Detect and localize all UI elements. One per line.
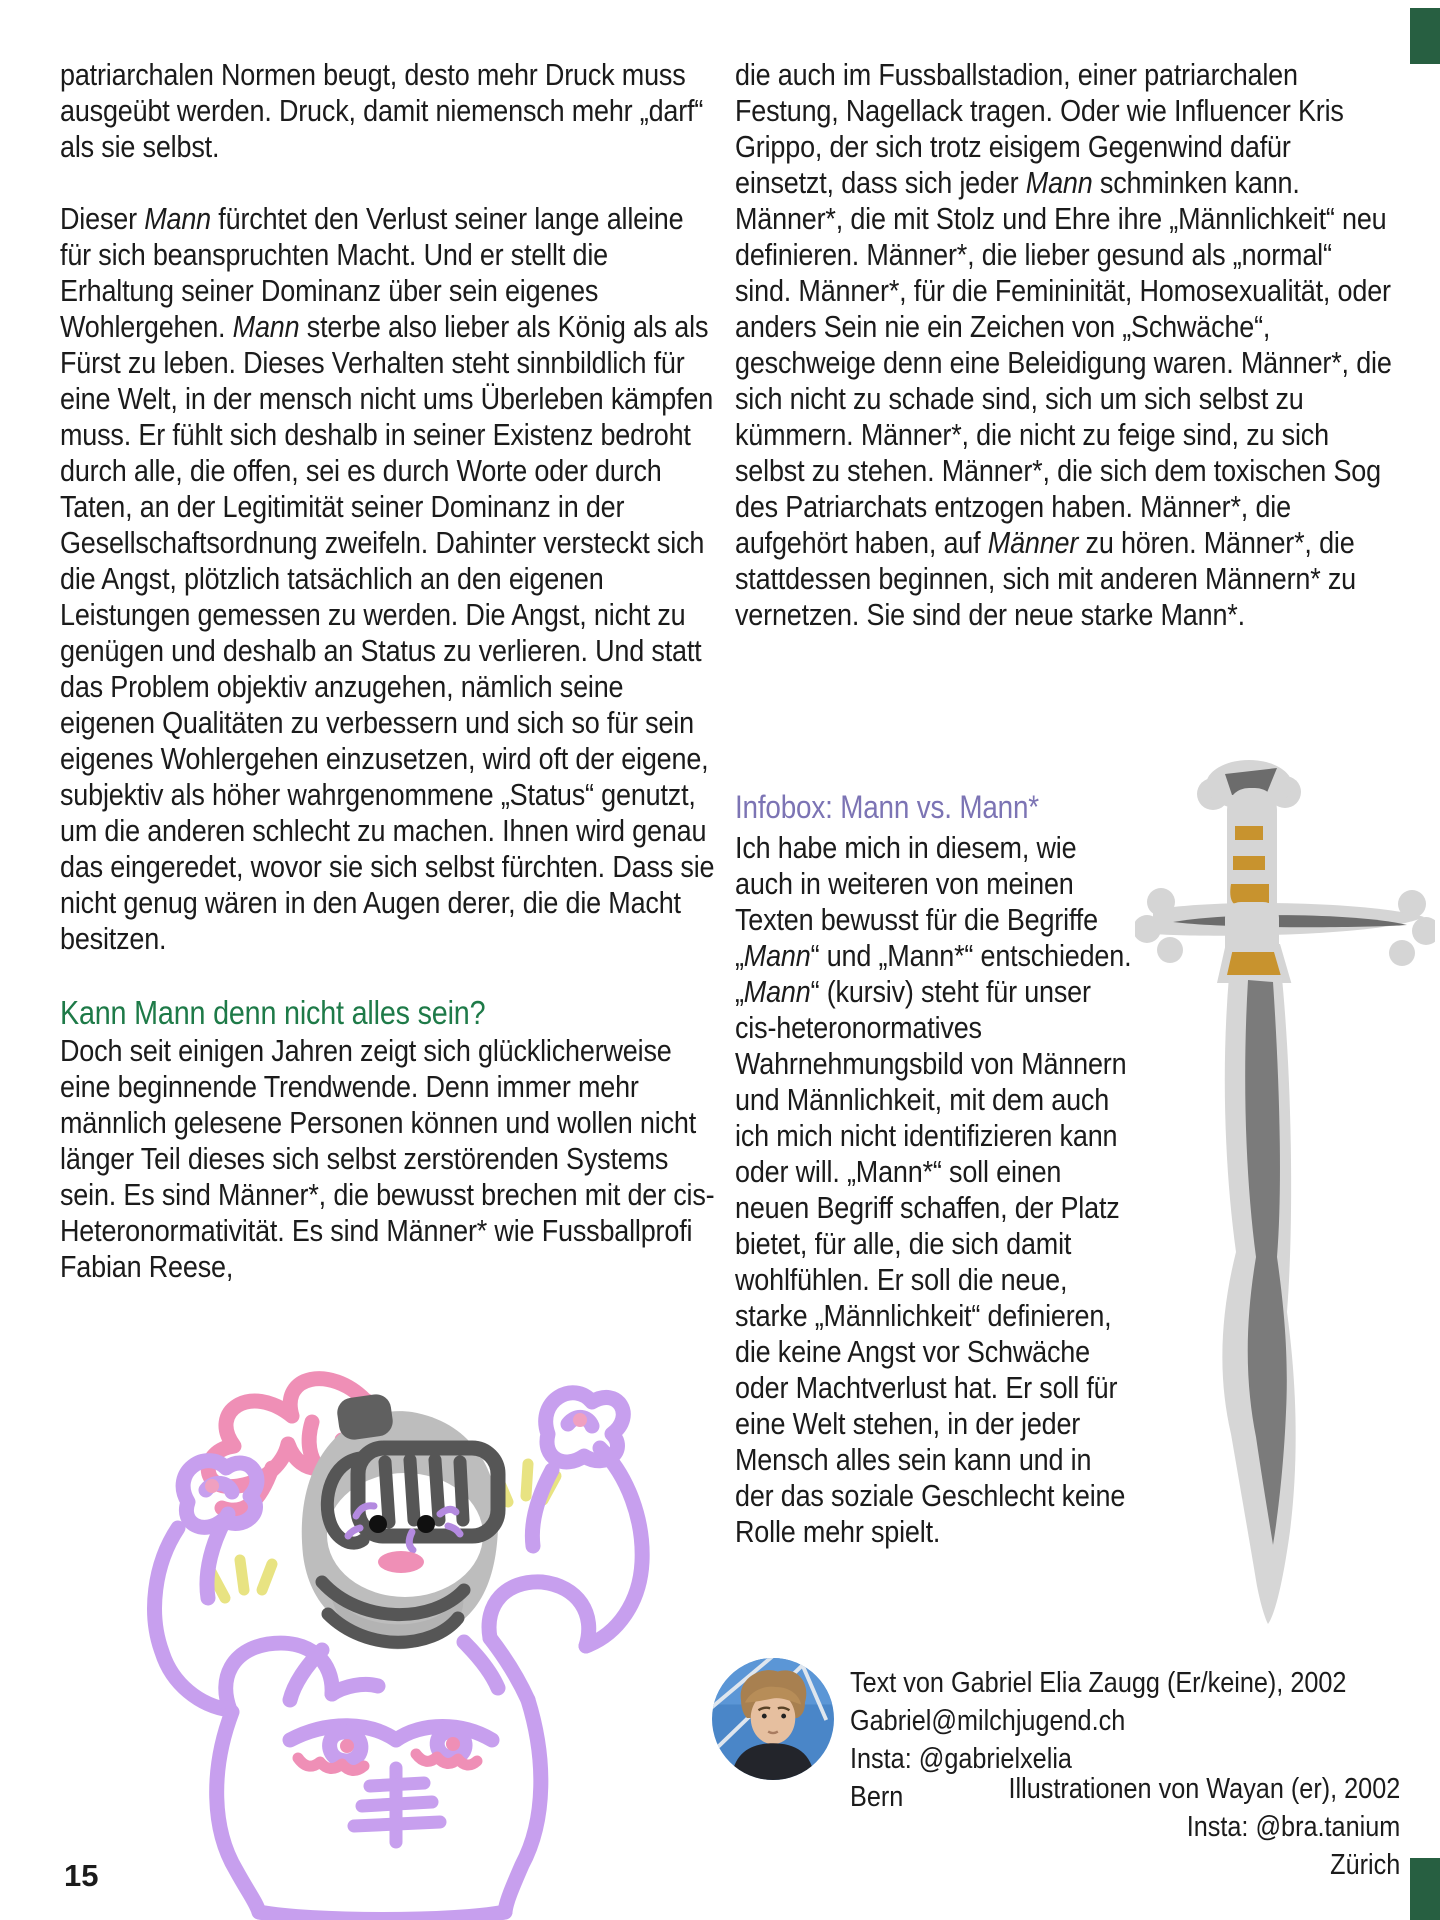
paragraph: Dieser Mann fürchtet den Verlust seiner lange alleine für sich beanspruchten Macht. Und er stellt die Erhaltung seiner Dominanz über sein eigenes Wohlergehen. Mann sterbe also lieber als König als als Fürst zu leben. Dieses Verhalten steht sinnbildlich für eine Welt, in der mensch nicht ums Überleben kämpfen muss. Er fühlt sich deshalb in seiner Existenz bedroht durch alle, die offen, sei es durch Worte oder durch Taten, an der Legitimität seiner Dominanz in der Gesellschaftsordnung zweifeln. Dahinter versteckt sich die Angst, plötzlich tatsächlich an den eigenen Leistungen gemessen zu werden. Die Angst, nicht zu genügen und deshalb an Status zu verlieren. Und statt das Problem objektiv anzugehen, nämlich seine eigenen Qualitäten zu verbessern und sich so für sein eigenes Wohlergehen einzusetzen, wird oft der eigene, subjektiv als höher wahrgenommene „Status“ genutzt, um die anderen schlecht zu machen. Ihnen wird genau das eingeredet, wovor sie sich selbst fürchten. Dass sie nicht genug wären in den Augen derer, die die Macht besitzen.: [60, 201, 715, 956]
credit-author: Text von Gabriel Elia Zaugg (Er/keine), 2002: [850, 1667, 1347, 1699]
author-avatar: [712, 1658, 834, 1780]
credit-illustrator-instagram: Insta: @bra.tanium: [1186, 1811, 1400, 1843]
credit-illustrator: Illustrationen von Wayan (er), 2002: [1008, 1773, 1400, 1805]
credit-instagram: Insta: @gabrielxelia: [850, 1743, 1072, 1775]
sword-illustration: [1135, 752, 1435, 1644]
infobox-body: Ich habe mich in diesem, wie auch in weiteren von meinen Texten bewusst für die Begriffe „Mann“ und „Mann*“ entschieden. „Mann“ (kursiv) steht für unser cis-heteronormatives Wahrnehmungsbild von Männern und Männlichkeit, mit dem auch ich mich nicht identifizieren kann oder will. „Mann*“ soll einen neuen Begriff schaffen, der Platz bietet, für alle, die sich damit wohlfühlen. Er soll die neue, starke „Männlichkeit“ definieren, die keine Angst vor Schwäche oder Machtverlust hat. Er soll für eine Welt stehen, in der jeder Mensch alles sein kann und in der das soziale Geschlecht keine Rolle mehr spielt.: [735, 830, 1132, 1549]
corner-tab-top: [1410, 8, 1440, 64]
corner-tab-bottom: [1410, 1858, 1440, 1920]
credit-email: Gabriel@milchjugend.ch: [850, 1705, 1126, 1737]
infobox: [735, 788, 1132, 1550]
page-number: 15: [64, 1858, 99, 1893]
author-portrait-photo: [712, 1658, 834, 1780]
left-column: [60, 57, 715, 1285]
right-column: [735, 57, 1394, 633]
paragraph: die auch im Fussballstadion, einer patriarchalen Festung, Nagellack tragen. Oder wie Influencer Kris Grippo, der sich trotz eisigem Gegenwind dafür einsetzt, dass sich jeder Mann schminken kann. Männer*, die mit Stolz und Ehre ihre „Männlichkeit“ neu definieren. Männer*, die lieber gesund als „normal“ sind. Männer*, für die Femininität, Homosexualität, oder anders Sein nie ein Zeichen von „Schwäche“, geschweige denn eine Beleidigung waren. Männer*, die sich nicht zu schade sind, sich um sich selbst zu kümmern. Männer*, die nicht zu feige sind, zu sich selbst zu stehen. Männer*, die sich dem toxischen Sog des Patriarchats entzogen haben. Männer*, die aufgehört haben, auf Männer zu hören. Männer*, die stattdessen beginnen, sich mit anderen Männern* zu vernetzen. Sie sind der neue starke Mann*.: [735, 57, 1392, 632]
illustration-credits: [1008, 1770, 1400, 1884]
paragraph: patriarchalen Normen beugt, desto mehr Druck muss ausgeübt werden. Druck, damit niemensch mehr „darf“ als sie selbst.: [60, 57, 704, 164]
credit-city: Bern: [850, 1781, 904, 1813]
infobox-title: Infobox: Mann vs. Mann*: [735, 789, 1039, 825]
paragraph: Doch seit einigen Jahren zeigt sich glücklicherweise eine beginnende Trendwende. Denn immer mehr männlich gelesene Personen können und wollen nicht länger Teil dieses sich selbst zerstörenden Systems sein. Es sind Männer*, die bewusst brechen mit der cis-Heteronormativität. Es sind Männer* wie Fussballprofi Fabian Reese,: [60, 1033, 715, 1284]
muscle-knight-illustration: [60, 1350, 700, 1920]
credit-illustrator-city: Zürich: [1329, 1849, 1400, 1881]
section-heading: Kann Mann denn nicht alles sein?: [60, 994, 486, 1031]
